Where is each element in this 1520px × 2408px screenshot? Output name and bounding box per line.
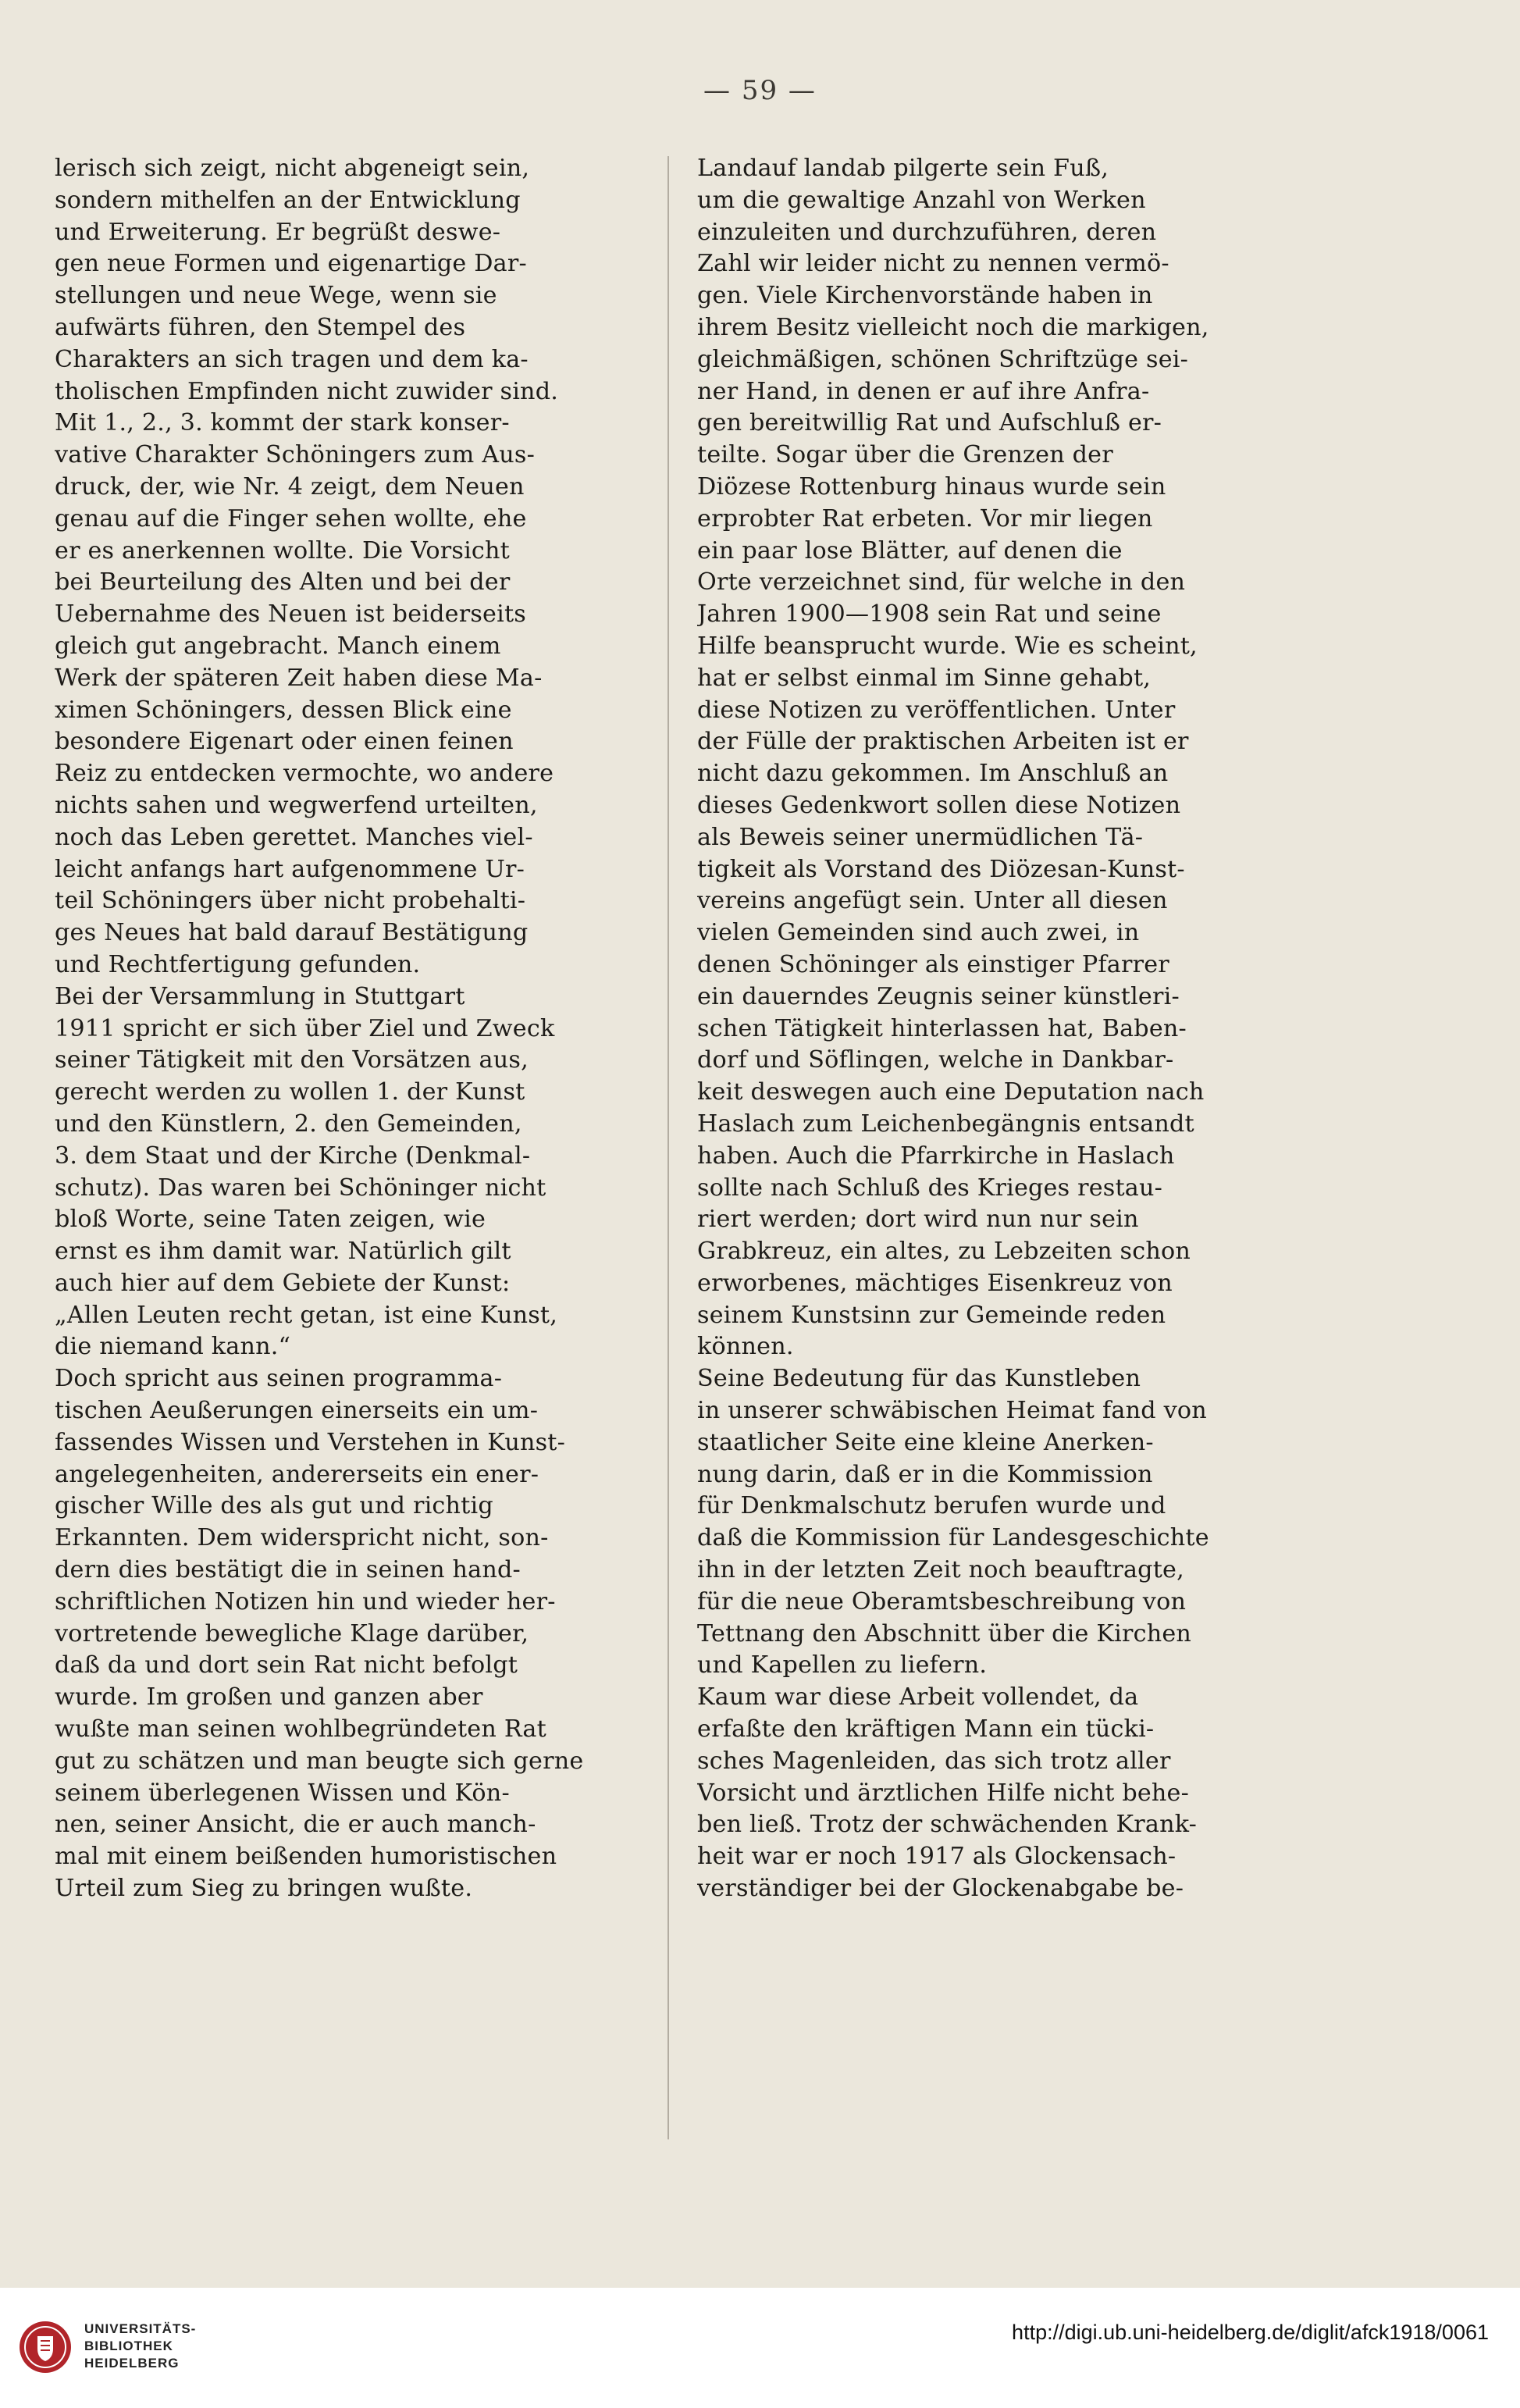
text-line: tigkeit als Vorstand des Diözesan-Kunst- xyxy=(697,855,1185,883)
text-line: Werk der späteren Zeit haben diese Ma- xyxy=(55,664,543,692)
viewer-footer xyxy=(0,2288,1520,2408)
text-line: erworbenes, mächtiges Eisenkreuz von xyxy=(697,1269,1173,1297)
text-line: um die gewaltige Anzahl von Werken xyxy=(697,186,1146,214)
text-line: gischer Wille des als gut und richtig xyxy=(55,1492,493,1520)
text-line: Landauf landab pilgerte sein Fuß, xyxy=(697,155,1109,182)
text-line: und den Künstlern, 2. den Gemeinden, xyxy=(55,1110,522,1138)
text-line: nichts sahen und wegwerfend urteilten, xyxy=(55,791,538,819)
text-line: ben ließ. Trotz der schwächenden Krank- xyxy=(697,1811,1198,1839)
university-seal-icon xyxy=(17,2319,73,2375)
text-line: nung darin, daß er in die Kommission xyxy=(697,1460,1153,1488)
text-line: erprobter Rat erbeten. Vor mir liegen xyxy=(697,504,1153,533)
text-line: schriftlichen Notizen hin und wieder her- xyxy=(55,1587,556,1615)
text-line: bloß Worte, seine Taten zeigen, wie xyxy=(55,1206,486,1234)
text-line: Uebernahme des Neuen ist beiderseits xyxy=(55,600,526,629)
text-line: Bei der Versammlung in Stuttgart xyxy=(55,982,465,1010)
text-line: dern dies bestätigt die in seinen hand- xyxy=(55,1556,521,1584)
text-line: der Fülle der praktischen Arbeiten ist er xyxy=(697,728,1189,756)
text-line: gleichmäßigen, schönen Schriftzüge sei- xyxy=(697,345,1189,373)
text-line: ges Neues hat bald darauf Bestätigung xyxy=(55,919,529,947)
text-line: ein paar lose Blätter, auf denen die xyxy=(697,536,1123,565)
text-line: Charakters an sich tragen und dem ka- xyxy=(55,345,529,373)
left-text-column xyxy=(55,153,679,1905)
text-line: aufwärts führen, den Stempel des xyxy=(55,313,466,341)
text-line: Reiz zu entdecken vermochte, wo andere xyxy=(55,760,554,788)
text-line: sches Magenleiden, das sich trotz aller xyxy=(697,1747,1171,1775)
text-line: erfaßte den kräftigen Mann ein tücki- xyxy=(697,1715,1155,1744)
text-line: gut zu schätzen und man beugte sich gerne xyxy=(55,1747,584,1775)
text-line: fassendes Wissen und Verstehen in Kunst- xyxy=(55,1428,566,1456)
text-line: auch hier auf dem Gebiete der Kunst: xyxy=(55,1269,511,1297)
text-line: vereins angefügt sein. Unter all diesen xyxy=(697,887,1168,915)
text-line: Grabkreuz, ein altes, zu Lebzeiten schon xyxy=(697,1238,1191,1266)
text-line: er es anerkennen wollte. Die Vorsicht xyxy=(55,536,511,565)
text-line: nen, seiner Ansicht, die er auch manch- xyxy=(55,1811,536,1839)
text-line: Vorsicht und ärztlichen Hilfe nicht behe- xyxy=(697,1779,1190,1807)
text-line: sollte nach Schluß des Krieges restau- xyxy=(697,1174,1163,1202)
text-line: riert werden; dort wird nun nur sein xyxy=(697,1206,1139,1234)
text-line: noch das Leben gerettet. Manches viel- xyxy=(55,823,533,851)
text-line: verständiger bei der Glockenabgabe be- xyxy=(697,1875,1184,1903)
text-line: gen. Viele Kirchenvorstände haben in xyxy=(697,282,1153,310)
text-line: Hilfe beansprucht wurde. Wie es scheint, xyxy=(697,632,1198,660)
text-line: mal mit einem beißenden humoristischen xyxy=(55,1843,557,1871)
text-line: keit deswegen auch eine Deputation nach xyxy=(697,1078,1205,1106)
text-line: ihn in der letzten Zeit noch beauftragte, xyxy=(697,1556,1184,1584)
text-line: ernst es ihm damit war. Natürlich gilt xyxy=(55,1238,511,1266)
text-line: Seine Bedeutung für das Kunstleben xyxy=(697,1365,1141,1393)
text-line: teil Schöningers über nicht probehalti- xyxy=(55,887,526,915)
text-line: Kaum war diese Arbeit vollendet, da xyxy=(697,1683,1139,1712)
text-line: vielen Gemeinden sind auch zwei, in xyxy=(697,919,1140,947)
text-line: ner Hand, in denen er auf ihre Anfra- xyxy=(697,377,1150,405)
page-number: — 59 — xyxy=(703,75,817,106)
text-line: stellungen und neue Wege, wenn sie xyxy=(55,282,497,310)
text-line: für die neue Oberamtsbeschreibung von xyxy=(697,1587,1187,1615)
text-line: gen neue Formen und eigenartige Dar- xyxy=(55,250,527,278)
text-line: heit war er noch 1917 als Glockensach- xyxy=(697,1843,1176,1871)
text-line: Diözese Rottenburg hinaus wurde sein xyxy=(697,472,1166,500)
text-line: staatlicher Seite eine kleine Anerken- xyxy=(697,1428,1154,1456)
text-line: schutz). Das waren bei Schöninger nicht xyxy=(55,1174,546,1202)
text-line: tischen Aeußerungen einerseits ein um- xyxy=(55,1397,539,1425)
text-line: lerisch sich zeigt, nicht abgeneigt sein, xyxy=(55,155,530,182)
text-line: und Erweiterung. Er begrüßt deswe- xyxy=(55,218,501,246)
text-line: dorf und Söflingen, welche in Dankbar- xyxy=(697,1046,1174,1074)
text-line: 3. dem Staat und der Kirche (Denkmal- xyxy=(55,1142,531,1170)
text-line: seinem überlegenen Wissen und Kön- xyxy=(55,1779,510,1807)
text-line: haben. Auch die Pfarrkirche in Haslach xyxy=(697,1142,1175,1170)
text-line: in unserer schwäbischen Heimat fand von xyxy=(697,1397,1207,1425)
text-line: besondere Eigenart oder einen feinen xyxy=(55,728,514,756)
text-line: ximen Schöningers, dessen Blick eine xyxy=(55,696,512,724)
text-line: 1911 spricht er sich über Ziel und Zweck xyxy=(55,1014,555,1042)
text-line: tholischen Empfinden nicht zuwider sind. xyxy=(55,377,559,405)
text-line: und Rechtfertigung gefunden. xyxy=(55,950,421,978)
text-line: gerecht werden zu wollen 1. der Kunst xyxy=(55,1078,525,1106)
text-line: diese Notizen zu veröffentlichen. Unter xyxy=(697,696,1176,724)
text-line: seiner Tätigkeit mit den Vorsätzen aus, xyxy=(55,1046,529,1074)
text-line: bei Beurteilung des Alten und bei der xyxy=(55,568,511,597)
text-line: „Allen Leuten recht getan, ist eine Kunst, xyxy=(55,1301,558,1329)
text-line: ein dauerndes Zeugnis seiner künstleri- xyxy=(697,982,1180,1010)
text-line: dieses Gedenkwort sollen diese Notizen xyxy=(697,791,1181,819)
text-line: angelegenheiten, andererseits ein ener- xyxy=(55,1460,539,1488)
text-line: Erkannten. Dem widerspricht nicht, son- xyxy=(55,1524,549,1552)
text-line: ihrem Besitz vielleicht noch die markigen, xyxy=(697,313,1209,341)
text-line: genau auf die Finger sehen wollte, ehe xyxy=(55,504,527,533)
text-line: Orte verzeichnet sind, für welche in den xyxy=(697,568,1186,597)
text-line: Urteil zum Sieg zu bringen wußte. xyxy=(55,1875,473,1903)
text-line: Doch spricht aus seinen programma- xyxy=(55,1365,503,1393)
text-line: Haslach zum Leichenbegängnis entsandt xyxy=(697,1110,1194,1138)
text-line: wurde. Im großen und ganzen aber xyxy=(55,1683,483,1712)
text-line: gen bereitwillig Rat und Aufschluß er- xyxy=(697,409,1162,437)
text-line: nicht dazu gekommen. Im Anschluß an xyxy=(697,760,1169,788)
text-line: daß da und dort sein Rat nicht befolgt xyxy=(55,1651,518,1680)
text-line: Zahl wir leider nicht zu nennen vermö- xyxy=(697,250,1169,278)
text-line: vative Charakter Schöningers zum Aus- xyxy=(55,441,535,469)
text-line: wußte man seinen wohlbegründeten Rat xyxy=(55,1715,546,1744)
right-text-column xyxy=(697,153,1289,1905)
text-line: teilte. Sogar über die Grenzen der xyxy=(697,441,1113,469)
text-line: sondern mithelfen an der Entwicklung xyxy=(55,186,521,214)
library-logo-text: UNIVERSITÄTS- BIBLIOTHEK HEIDELBERG xyxy=(84,2321,197,2371)
source-url-link[interactable]: http://digi.ub.uni-heidelberg.de/diglit/afck1918/0061 xyxy=(1012,2321,1489,2344)
text-line: hat er selbst einmal im Sinne gehabt, xyxy=(697,664,1152,692)
text-line: leicht anfangs hart aufgenommene Ur- xyxy=(55,855,525,883)
text-line: und Kapellen zu liefern. xyxy=(697,1651,988,1680)
text-line: Jahren 1900—1908 sein Rat und seine xyxy=(697,600,1162,629)
text-line: als Beweis seiner unermüdlichen Tä- xyxy=(697,823,1144,851)
text-line: gleich gut angebracht. Manch einem xyxy=(55,632,501,660)
text-line: schen Tätigkeit hinterlassen hat, Baben- xyxy=(697,1014,1187,1042)
text-line: für Denkmalschutz berufen wurde und xyxy=(697,1492,1166,1520)
text-line: vortretende bewegliche Klage darüber, xyxy=(55,1619,529,1647)
text-line: denen Schöninger als einstiger Pfarrer xyxy=(697,950,1169,978)
text-line: können. xyxy=(697,1333,794,1361)
text-line: druck, der, wie Nr. 4 zeigt, dem Neuen xyxy=(55,472,525,500)
column-divider xyxy=(667,156,669,2139)
text-line: Tettnang den Abschnitt über die Kirchen xyxy=(697,1619,1192,1647)
text-line: Mit 1., 2., 3. kommt der stark konser- xyxy=(55,409,510,437)
text-line: einzuleiten und durchzuführen, deren xyxy=(697,218,1157,246)
text-line: seinem Kunstsinn zur Gemeinde reden xyxy=(697,1301,1166,1329)
text-line: daß die Kommission für Landesgeschichte xyxy=(697,1524,1209,1552)
text-line: die niemand kann.“ xyxy=(55,1333,291,1361)
